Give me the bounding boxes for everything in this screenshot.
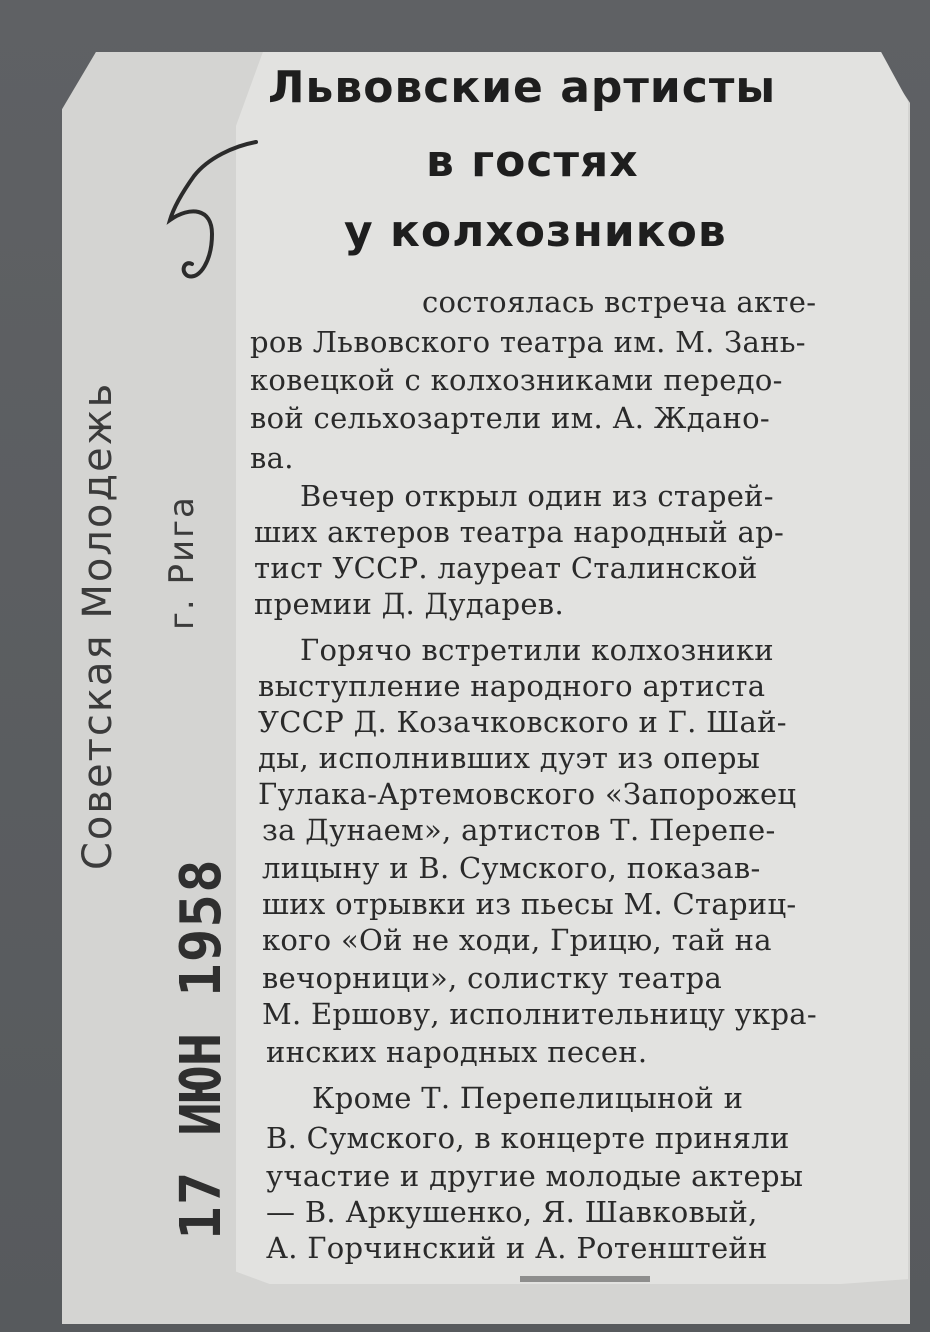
article-line: ды, исполнивших дуэт из оперы xyxy=(258,741,761,775)
date-stamp: 17 ИЮН 1958 xyxy=(169,858,234,1240)
stamp-newspaper-text: Советская Молодежь xyxy=(75,381,121,870)
handwritten-number-5 xyxy=(160,136,270,286)
article-line: ковецкой с колхозниками передо- xyxy=(250,363,783,397)
article-line: Вечер открыл один из старей- xyxy=(300,479,774,513)
article-line: вой сельхозартели им. А. Ждано- xyxy=(250,401,770,435)
article-line: состоялась встреча акте- xyxy=(422,285,817,319)
article-line: Горячо встретили колхозники xyxy=(300,633,774,667)
article-line: Гулака-Артемовского «Запорожец xyxy=(258,777,797,811)
city-stamp: г. Рига xyxy=(162,495,202,630)
article-line: ших отрывки из пьесы М. Стариц- xyxy=(262,887,797,921)
headline-line-3: у колхозников xyxy=(344,206,727,257)
article-line: ров Львовского театра им. М. Зань- xyxy=(250,325,806,359)
article-line: вечорници», солистку театра xyxy=(262,961,723,995)
article-line: УССР Д. Козачковского и Г. Шай- xyxy=(258,705,787,739)
article-line: инских народных песен. xyxy=(266,1035,648,1069)
article-line: А. Горчинский и А. Ротенштейн xyxy=(266,1231,768,1265)
article-line: за Дунаем», артистов Т. Перепе- xyxy=(262,813,776,847)
article-line: В. Сумского, в концерте приняли xyxy=(266,1121,790,1155)
article-line: Кроме Т. Перепелицыной и xyxy=(312,1081,744,1115)
article-line: кого «Ой не ходи, Грицю, тай на xyxy=(262,923,772,957)
headline-line-2: в гостях xyxy=(426,136,639,187)
article-line: участие и другие молодые актеры xyxy=(266,1159,804,1193)
article-line: М. Ершову, исполнительницу укра- xyxy=(262,997,817,1031)
article-line: ва. xyxy=(250,441,294,475)
article-line: лицыну и В. Сумского, показав- xyxy=(262,851,761,885)
article-line: тист УССР. лауреат Сталинской xyxy=(254,551,758,585)
bottom-rule xyxy=(520,1276,650,1282)
article-line: — В. Аркушенко, Я. Шавковый, xyxy=(266,1195,758,1229)
article-line: ших актеров театра народный ар- xyxy=(254,515,785,549)
article-line: премии Д. Дударев. xyxy=(254,587,564,621)
newspaper-name-stamp xyxy=(75,381,121,870)
article-line: выступление народного артиста xyxy=(258,669,766,703)
headline-line-1: Львовские артисты xyxy=(268,62,777,113)
